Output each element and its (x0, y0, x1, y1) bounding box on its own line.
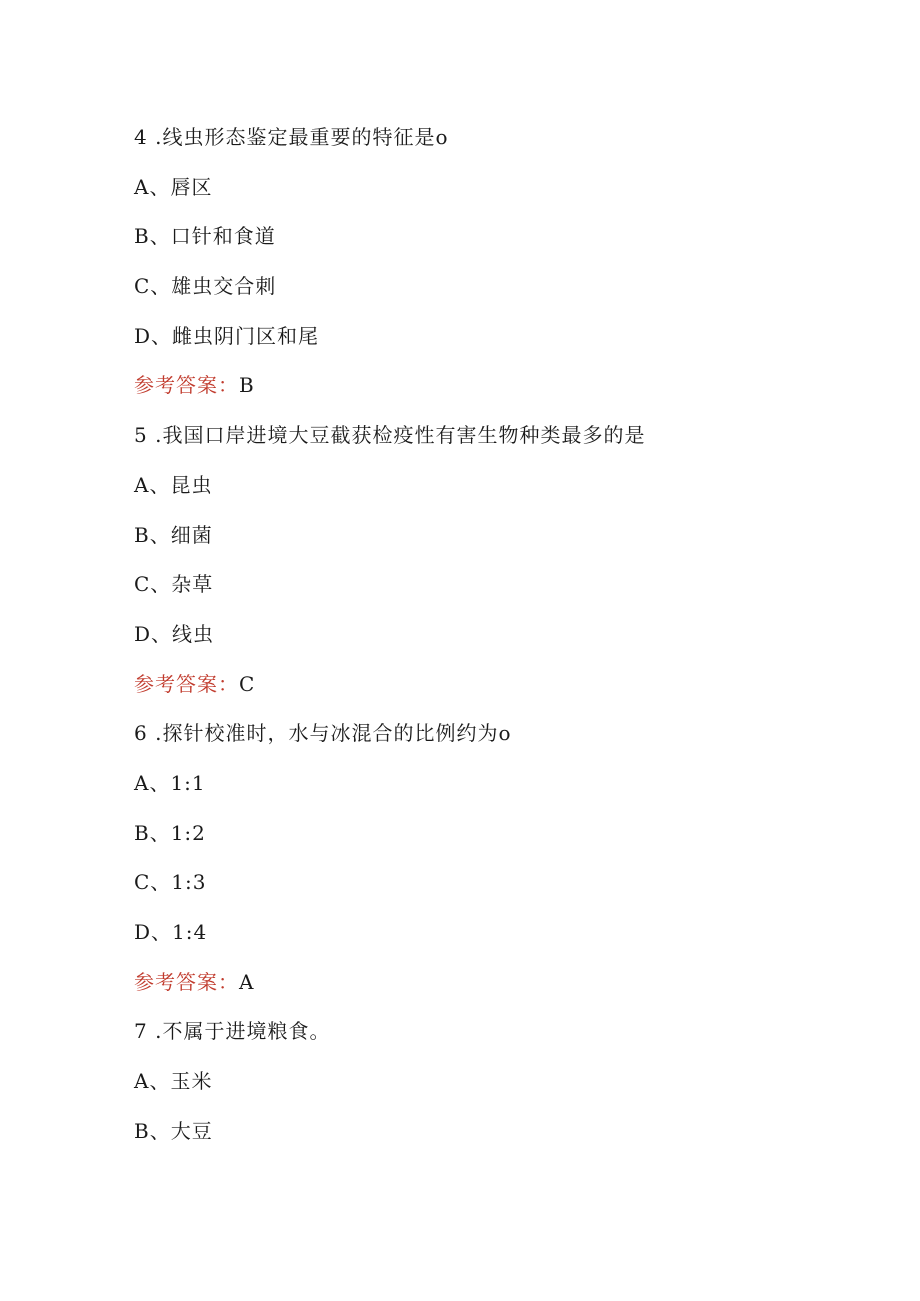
document-page (134, 119, 834, 1162)
option-d: D、雌虫阴门区和尾 (134, 323, 320, 348)
option-a: A、昆虫 (134, 472, 213, 497)
answer-value: C (239, 671, 256, 696)
question-stem: 6 .探针校准时，水与冰混合的比例约为o (134, 721, 512, 746)
option-c: C、1:3 (134, 870, 207, 895)
question-stem: 7 .不属于进境粮食。 (134, 1019, 331, 1044)
question-stem: 5 .我国口岸进境大豆截获检疫性有害生物种类最多的是 (134, 423, 646, 448)
option-c: C、杂草 (134, 572, 214, 597)
answer-label: 参考答案： (134, 969, 239, 994)
question-stem: 4 .线虫形态鉴定最重要的特征是o (134, 125, 449, 149)
option-b: B、1:2 (134, 820, 206, 845)
option-c: C、雄虫交合刺 (134, 274, 277, 299)
option-d: D、线虫 (134, 621, 215, 646)
answer-value: B (239, 373, 255, 398)
option-b: B、细菌 (134, 522, 213, 547)
answer-label: 参考答案： (134, 671, 239, 696)
option-a: A、唇区 (134, 174, 213, 199)
answer-line (134, 964, 834, 1014)
answer-label: 参考答案： (134, 373, 239, 398)
option-b: B、大豆 (134, 1118, 213, 1143)
option-d: D、1:4 (134, 920, 208, 944)
answer-line (134, 367, 834, 417)
option-a: A、玉米 (134, 1069, 213, 1094)
option-b: B、口针和食道 (134, 224, 276, 249)
option-a: A、1:1 (134, 770, 206, 795)
answer-value: A (239, 969, 255, 994)
answer-line (134, 666, 834, 716)
